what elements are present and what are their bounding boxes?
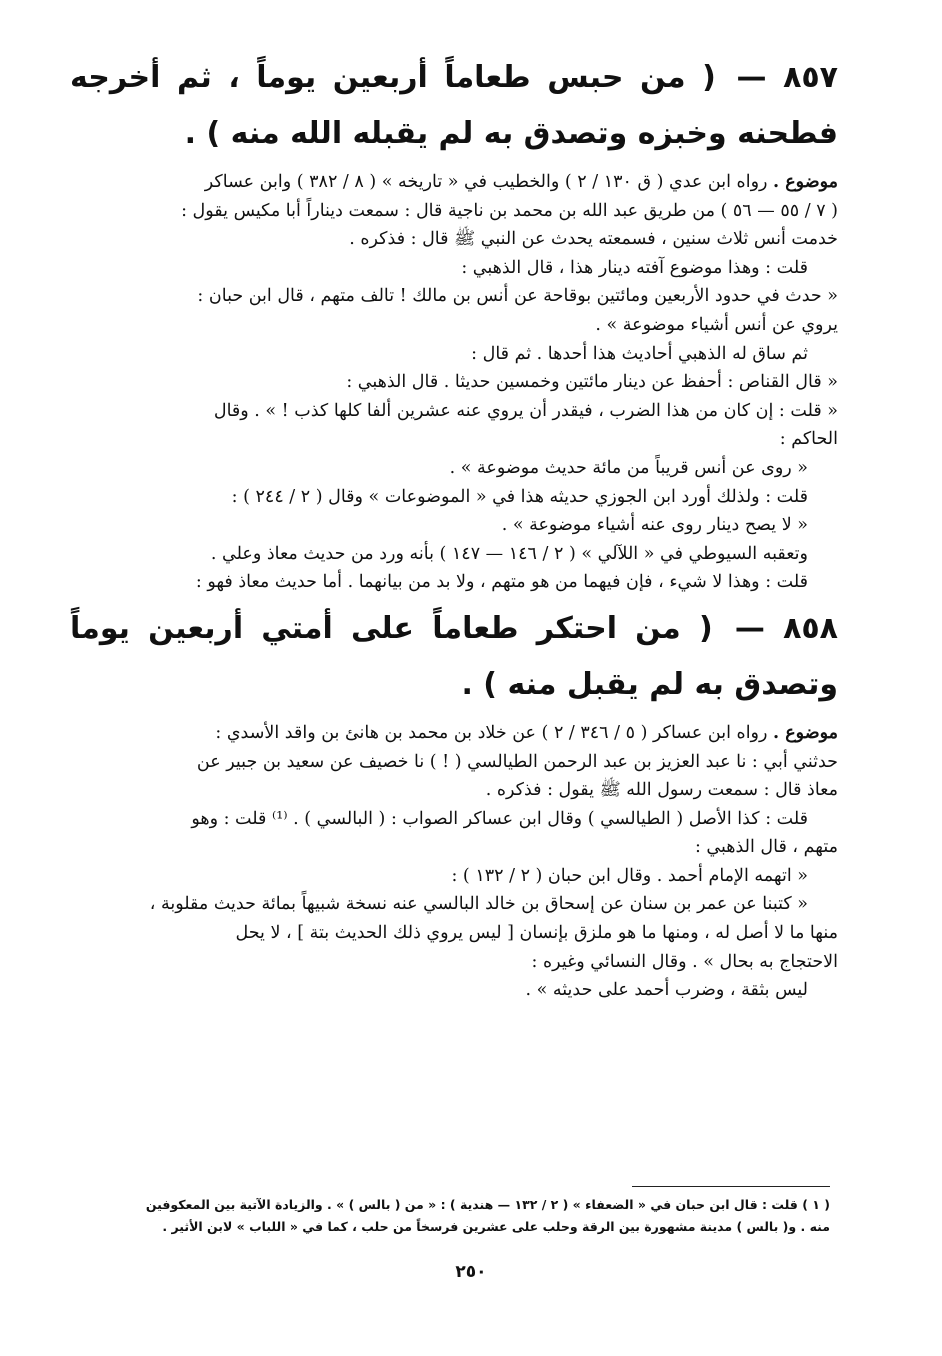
commentary-line: ( ٧ / ٥٥ — ٥٦ ) من طريق عبد الله بن محمد بن ناجية قال : سمعت ديناراً أبا مكيس يقول : xyxy=(181,200,838,221)
commentary-line: « اتهمه الإمام أحمد . وقال ابن حبان ( ٢ / ١٣٢ ) : xyxy=(451,865,808,886)
hadith-number: ٨٥٨ — xyxy=(734,610,838,646)
commentary-line: موضوع . رواه ابن عدي ( ق ١٣٠ / ٢ ) والخطيب في « تاريخه » ( ٨ / ٣٨٢ ) وابن عساكر xyxy=(204,172,838,192)
commentary-line: خدمت أنس ثلاث سنين ، فسمعته يحدث عن النبي ﷺ قال : فذكره . xyxy=(349,229,838,250)
commentary-line: ليس بثقة ، وضرب أحمد على حديثه » . xyxy=(525,980,808,1001)
commentary-line: « قلت : إن كان من هذا الضرب ، فيقدر أن يروي عنه عشرين ألفا كلها كذب ! » . وقال xyxy=(213,400,838,421)
commentary-line: معاذ قال : سمعت رسول الله ﷺ يقول : فذكره . xyxy=(485,780,838,801)
commentary-line: يروي عن أنس أشياء موضوعة » . xyxy=(595,314,838,335)
hadith-text: ( من احتكر طعاماً على أمتي أربعين يوماً وتصدق به لم يقبل منه ) . xyxy=(70,610,838,702)
hadith-heading xyxy=(70,50,838,162)
commentary-line: قلت : وهذا لا شيء ، فإن فيهما من هو متهم ، ولا بد من بيانهما . أما حديث معاذ فهو : xyxy=(195,572,808,593)
grading-label: موضوع . xyxy=(773,722,838,743)
commentary-line: « حدث في حدود الأربعين ومائتين بوقاحة عن أنس بن مالك ! تالف متهم ، قال ابن حبان : xyxy=(197,286,838,307)
commentary-line: حدثني أبي : نا عبد العزيز بن عبد الرحمن الطيالسي ( ! ) نا خصيف عن سعيد بن جبير عن xyxy=(196,751,838,772)
hadith-entry-857 xyxy=(70,50,838,597)
commentary xyxy=(70,719,838,1005)
commentary-line: منها ما لا أصل له ، ومنها ما هو ملزق بإنسان [ ليس يروي ذلك الحديث بتة ] ، لا يحل xyxy=(235,923,838,944)
commentary-line: الحاكم : xyxy=(779,429,838,450)
commentary-line: « روى عن أنس قريباً من مائة حديث موضوعة » . xyxy=(449,457,808,478)
commentary-line: الاحتجاج به بحال » . وقال النسائي وغيره : xyxy=(531,951,838,972)
commentary xyxy=(70,168,838,597)
footnote-line: منه . و( بالس ) مدينة مشهورة بين الرقة وحلب على عشرين فرسخاً من حلب ، كما في « اللباب » لابن الأثير . xyxy=(162,1219,830,1234)
commentary-line: « لا يصح دينار روى عنه أشياء موضوعة » . xyxy=(501,515,808,536)
footnote-line: ( ١ ) قلت : قال ابن حبان في « الضعفاء » ( ٢ / ١٣٢ — هندية ) : « من ( بالس ) » . والزيادة الآتية بين المعكوفين xyxy=(145,1197,830,1212)
commentary-line: « قال القناص : أحفظ عن دينار مائتين وخمسين حديثا . قال الذهبي : xyxy=(346,372,838,393)
footnote xyxy=(70,1194,830,1238)
commentary-line: قلت : كذا الأصل ( الطيالسي ) وقال ابن عساكر الصواب : ( البالسي ) . ⁽¹⁾ قلت : وهو xyxy=(191,808,808,829)
hadith-text: ( من حبس طعاماً أربعين يوماً ، ثم أخرجه فطحنه وخبزه وتصدق به لم يقبله الله منه ) . xyxy=(70,60,838,151)
page-number: ٢٥٠ xyxy=(455,1262,487,1282)
commentary-line: متهم ، قال الذهبي : xyxy=(694,837,838,858)
commentary-line: وتعقبه السيوطي في « اللآلي » ( ٢ / ١٤٦ — ١٤٧ ) بأنه ورد من حديث معاذ وعلي . xyxy=(210,543,808,564)
commentary-line: ثم ساق له الذهبي أحاديث هذا أحدها . ثم قال : xyxy=(471,343,808,364)
commentary-line: قلت : ولذلك أورد ابن الجوزي حديثه هذا في « الموضوعات » وقال ( ٢ / ٢٤٤ ) : xyxy=(231,486,808,507)
grading-label: موضوع . xyxy=(773,172,838,192)
page-content xyxy=(70,50,838,1005)
hadith-entry-858 xyxy=(70,601,838,1005)
footnote-divider xyxy=(632,1186,830,1187)
commentary-line: موضوع . رواه ابن عساكر ( ٥ / ٣٤٦ / ٢ ) عن خلاد بن محمد بن هانئ بن واقد الأسدي : xyxy=(215,722,838,743)
commentary-line: قلت : وهذا موضوع آفته دينار هذا ، قال الذهبي : xyxy=(461,257,808,278)
commentary-line: « كتبنا عن عمر بن سنان عن إسحاق بن خالد البالسي عنه نسخة شبيهاً بمائة حديث مقلوبة ، xyxy=(149,894,808,915)
hadith-number: ٨٥٧ — xyxy=(736,60,838,95)
hadith-heading xyxy=(70,601,838,713)
